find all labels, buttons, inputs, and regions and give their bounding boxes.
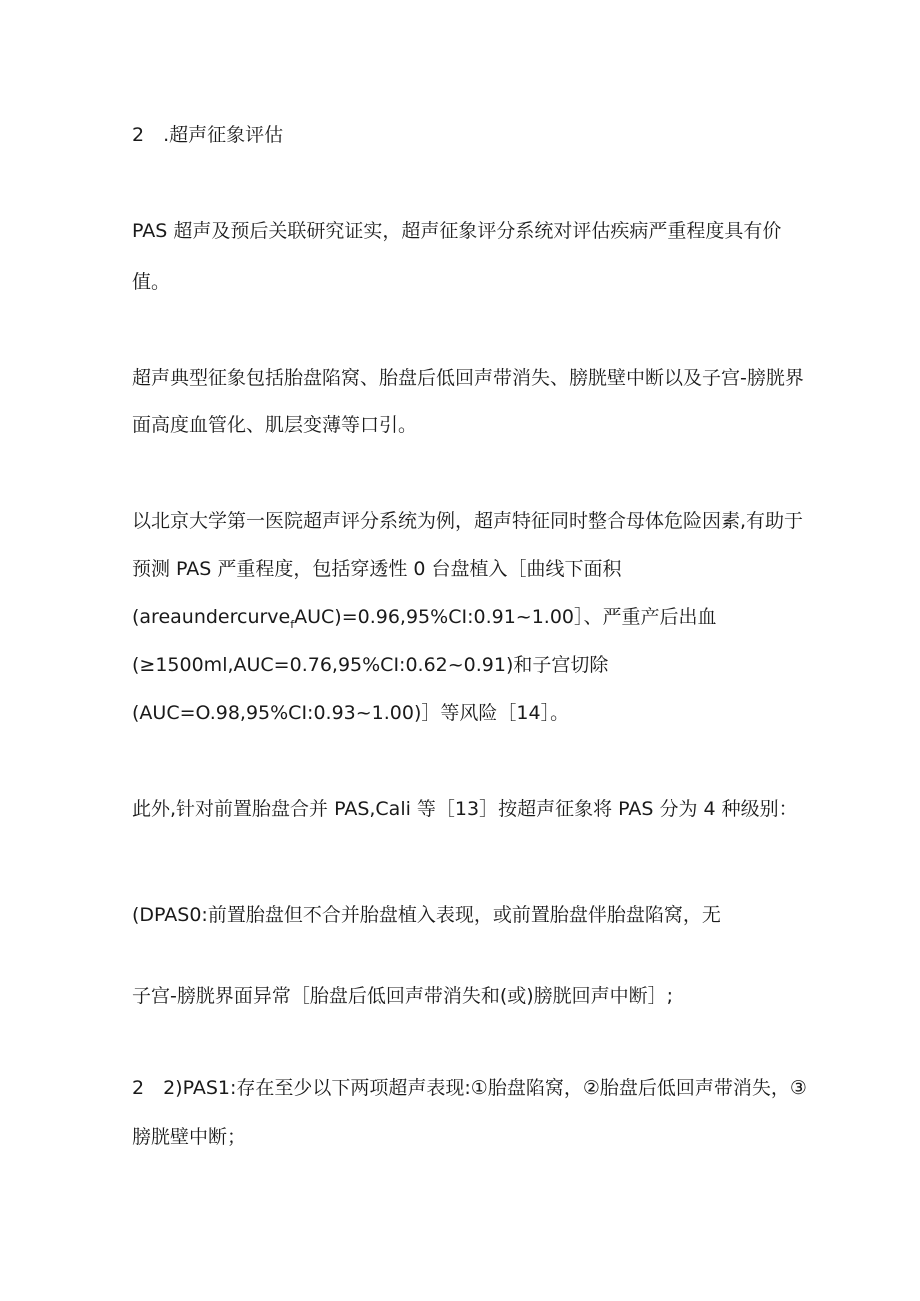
paragraph-line: 值。	[132, 271, 171, 293]
paragraph-line: PAS 超声及预后关联研究证实，超声征象评分系统对评估疾病严重程度具有价	[132, 220, 782, 242]
paragraph-line: 此外,针对前置胎盘合并 PAS,Cali 等［13］按超声征象将 PAS 分为 4 种级别：	[132, 798, 798, 820]
paragraph-line: 子宫-膀胱界面异常［胎盘后低回声带消失和(或)膀胱回声中断］;	[132, 985, 674, 1007]
auc-subscript: f	[290, 617, 295, 631]
paragraph-line: 超声典型征象包括胎盘陷窝、胎盘后低回声带消失、膀胱壁中断以及子宫-膀胱界	[132, 367, 804, 389]
auc-text-end: AUC)=0.96,95%CI:0.91~1.00］、严重产后出血	[294, 606, 717, 628]
paragraph-line: 面高度血管化、肌层变薄等口引。	[132, 414, 418, 436]
paragraph-line: 膀胱壁中断；	[132, 1126, 247, 1148]
paragraph-line: 以北京大学第一医院超声评分系统为例，超声特征同时整合母体危险因素,有助于	[132, 510, 804, 532]
paragraph-line-auc	[132, 605, 717, 637]
paragraph-line: (DPAS0:前置胎盘但不合并胎盘植入表现，或前置胎盘伴胎盘陷窝，无	[132, 904, 721, 926]
paragraph-line: 2 2)PAS1:存在至少以下两项超声表现:①胎盘陷窝，②胎盘后低回声带消失，③	[132, 1077, 807, 1099]
paragraph-line: (AUC=O.98,95%CI:0.93~1.00)］等风险［14］。	[132, 702, 570, 724]
paragraph-line: 预测 PAS 严重程度，包括穿透性 0 台盘植入［曲线下面积	[132, 558, 622, 580]
section-heading: 2 .超声征象评估	[132, 124, 284, 146]
paragraph-line: (≥1500ml,AUC=0.76,95%CI:0.62~0.91)和子宫切除	[132, 654, 609, 676]
auc-text-start: (areaundercurve	[132, 606, 291, 628]
